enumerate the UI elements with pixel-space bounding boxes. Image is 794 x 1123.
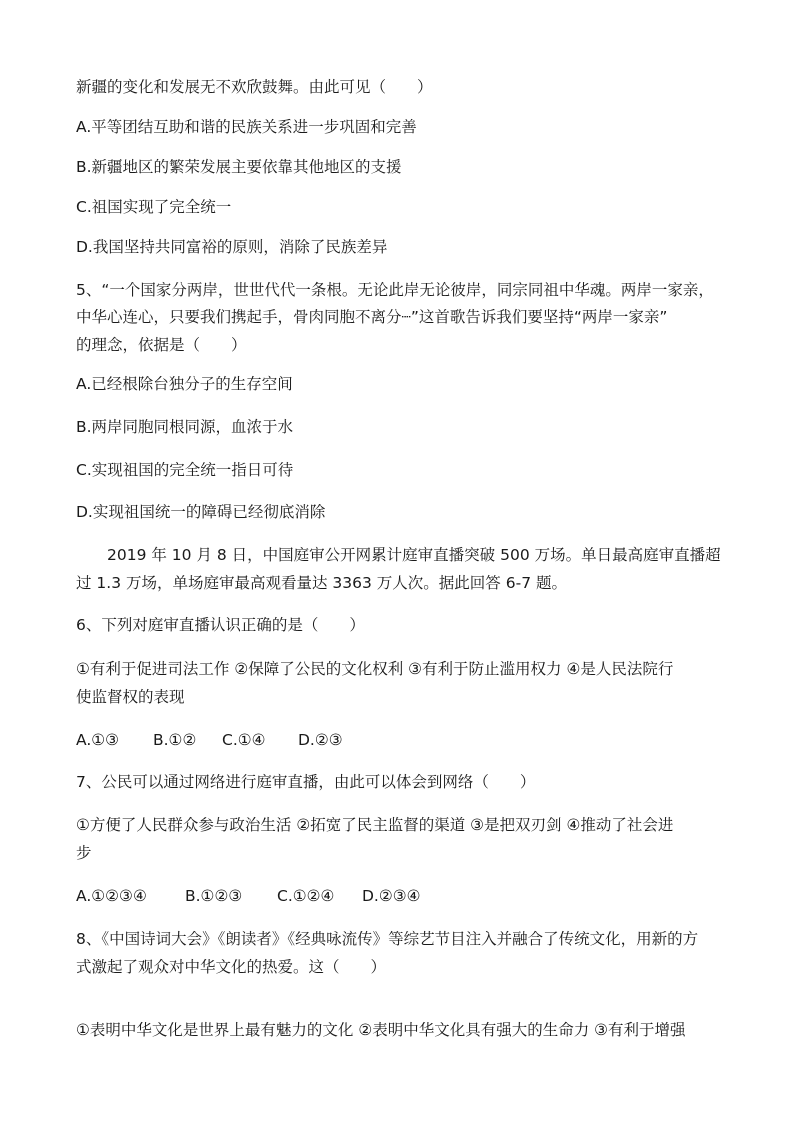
q5-option-b: B.两岸同胞同根同源，血浓于水 xyxy=(76,418,294,436)
q5-option-c: C.实现祖国的完全统一指日可待 xyxy=(76,461,294,479)
q4-option-a: A.平等团结互助和谐的民族关系进一步巩固和完善 xyxy=(76,118,417,136)
q5-stem-line: 5、“一个国家分两岸，世世代代一条根。无论此岸无论彼岸，同宗同祖中华魂。两岸一家亲， xyxy=(76,281,714,299)
q4-option-d: D.我国坚持共同富裕的原则，消除了民族差异 xyxy=(76,238,388,256)
q4-option-b: B.新疆地区的繁荣发展主要依靠其他地区的支援 xyxy=(76,158,402,176)
q7-option-c: C.①②④ xyxy=(277,887,335,905)
q7-statements-line: 步 xyxy=(76,844,92,862)
q7-option-a: A.①②③④ xyxy=(76,887,147,905)
text-line: 新疆的变化和发展无不欢欣鼓舞。由此可见（ ） xyxy=(76,78,433,96)
q6-option-c: C.①④ xyxy=(222,731,266,749)
q6-option-a: A.①③ xyxy=(76,731,120,749)
material-paragraph-line: 2019 年 10 月 8 日，中国庭审公开网累计庭审直播突破 500 万场。单日最高庭审直播超 xyxy=(107,546,721,564)
q8-statements-line: ①表明中华文化是世界上最有魅力的文化 ②表明中华文化具有强大的生命力 ③有利于增强 xyxy=(76,1021,686,1039)
q5-stem-line: 中华心连心，只要我们携起手，骨肉同胞不离分┈”这首歌告诉我们要坚持“两岸一家亲” xyxy=(76,308,668,326)
q7-options xyxy=(76,885,726,907)
q5-stem-line: 的理念，依据是（ ） xyxy=(76,336,247,354)
q8-stem-line: 式激起了观众对中华文化的热爱。这（ ） xyxy=(76,958,387,976)
q6-statements-line: ①有利于促进司法工作 ②保障了公民的文化权利 ③有利于防止滥用权力 ④是人民法院行 xyxy=(76,660,674,678)
q6-stem: 6、下列对庭审直播认识正确的是（ ） xyxy=(76,616,365,634)
q6-option-d: D.②③ xyxy=(298,731,343,749)
q4-option-c: C.祖国实现了完全统一 xyxy=(76,198,232,216)
q6-statements-line: 使监督权的表现 xyxy=(76,688,185,706)
q7-option-b: B.①②③ xyxy=(185,887,243,905)
q5-option-d: D.实现祖国统一的障碍已经彻底消除 xyxy=(76,503,326,521)
q7-stem: 7、公民可以通过网络进行庭审直播，由此可以体会到网络（ ） xyxy=(76,773,536,791)
q6-option-b: B.①② xyxy=(153,731,197,749)
material-paragraph-line: 过 1.3 万场，单场庭审最高观看量达 3363 万人次。据此回答 6-7 题。 xyxy=(76,574,567,592)
q6-options xyxy=(76,729,726,751)
q7-option-d: D.②③④ xyxy=(362,887,421,905)
q8-stem-line: 8、《中国诗词大会》《朗读者》《经典咏流传》等综艺节目注入并融合了传统文化，用新的方 xyxy=(76,930,699,948)
q7-statements-line: ①方便了人民群众参与政治生活 ②拓宽了民主监督的渠道 ③是把双刃剑 ④推动了社会进 xyxy=(76,816,674,834)
q5-option-a: A.已经根除台独分子的生存空间 xyxy=(76,375,293,393)
